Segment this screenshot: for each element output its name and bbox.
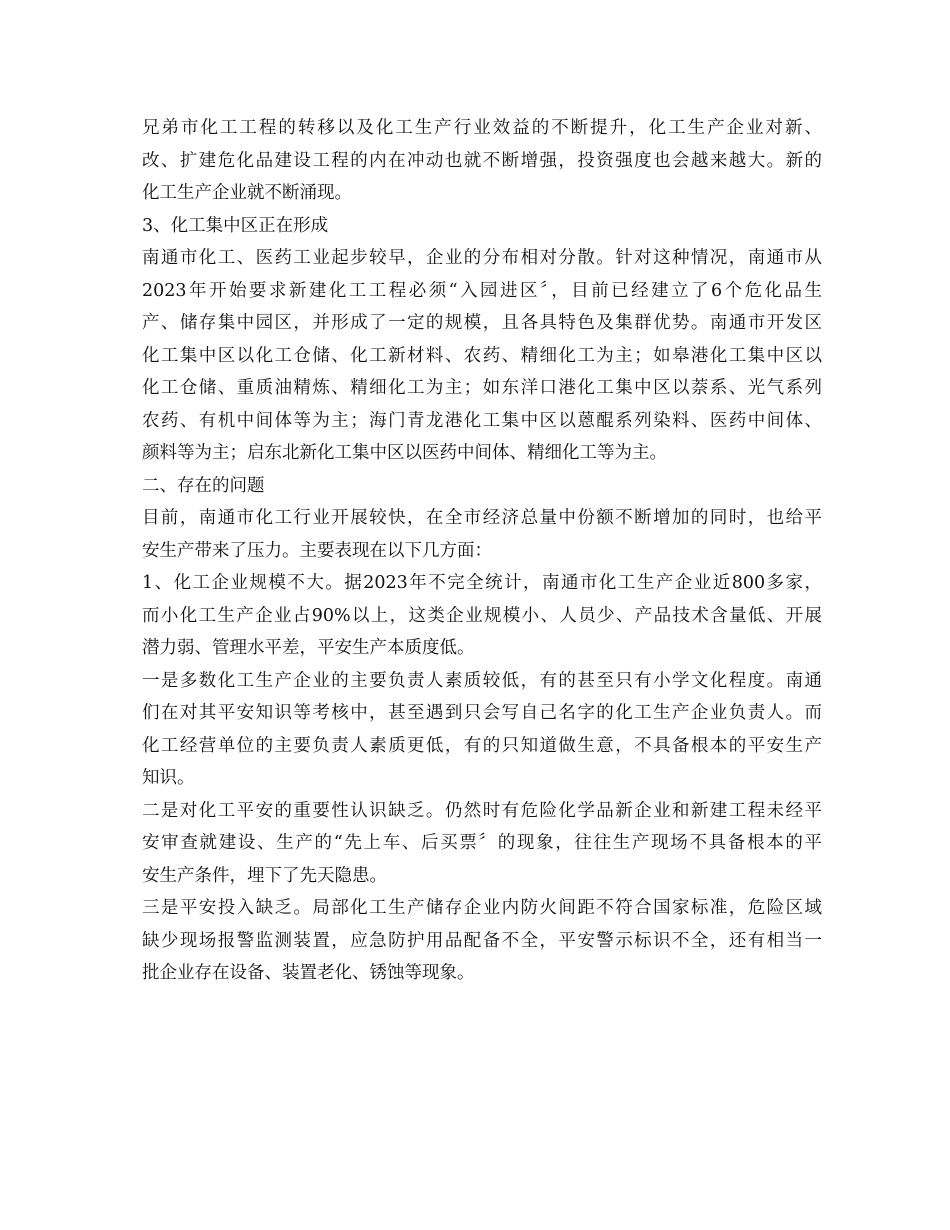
text-line: 二是对化工平安的重要性认识缺乏。仍然时有危险化学品新企业和新建工程未经平 [142, 800, 822, 821]
section-heading: 3、化工集中区正在形成 [142, 215, 329, 236]
text-line: 改、扩建危化品建设工程的内在冲动也就不断增强，投资强度也会越来越大。新的 [142, 150, 822, 171]
text-line: 安生产带来了压力。主要表现在以下几方面： [142, 540, 492, 561]
text-line: 化工仓储、重质油精炼、精细化工为主；如东洋口港化工集中区以萘系、光气系列 [142, 378, 822, 398]
text-line: 化工生产企业就不断涌现。 [142, 183, 352, 203]
text-line: 1、化工企业规模不大。据2023年不完全统计，南通市化工生产企业近800多家， [142, 573, 822, 593]
text-line: 颜料等为主；启东北新化工集中区以医药中间体、精细化工等为主。 [142, 443, 667, 463]
text-line: 三是平安投入缺乏。局部化工生产储存企业内防火间距不符合国家标准，危险区域 [142, 898, 822, 918]
text-line: 目前，南通市化工行业开展较快，在全市经济总量中份额不断增加的同时，也给平 [142, 508, 822, 528]
text-line: 南通市化工、医药工业起步较早，企业的分布相对分散。针对这种情况，南通市从 [142, 248, 822, 268]
text-line: 们在对其平安知识等考核中，甚至遇到只会写自己名字的化工生产企业负责人。而 [142, 703, 822, 723]
text-line: 安审查就建设、生产的“先上车、后买票〞的现象，往往生产现场不具备根本的平 [142, 833, 822, 853]
text-line: 农药、有机中间体等为主；海门青龙港化工集中区以蒽醌系列染料、医药中间体、 [142, 410, 822, 431]
text-line: 潜力弱、管理水平差，平安生产本质度低。 [142, 638, 475, 658]
text-line: 缺少现场报警监测装置，应急防护用品配备不全，平安警示标识不全，还有相当一 [142, 930, 822, 951]
text-line: 2023年开始要求新建化工工程必须“入园进区〞，目前已经建立了6个危化品生 [142, 280, 822, 301]
text-line: 化工集中区以化工仓储、化工新材料、农药、精细化工为主；如皋港化工集中区以 [142, 345, 822, 366]
section-heading: 二、存在的问题 [142, 475, 265, 496]
text-line: 而小化工生产企业占90%以上，这类企业规模小、人员少、产品技术含量低、开展 [142, 605, 822, 626]
text-line: 安生产条件，埋下了先天隐患。 [142, 865, 387, 886]
text-line: 兄弟市化工工程的转移以及化工生产行业效益的不断提升，化工生产企业对新、 [142, 118, 822, 138]
text-line: 批企业存在设备、装置老化、锈蚀等现象。 [142, 963, 475, 983]
text-line: 化工经营单位的主要负责人素质更低，有的只知道做生意，不具备根本的平安生产 [142, 735, 822, 756]
document-body [142, 112, 822, 990]
text-line: 知识。 [142, 768, 195, 788]
text-line: 产、储存集中园区，并形成了一定的规模，且各具特色及集群优势。南通市开发区 [142, 313, 822, 333]
text-line: 一是多数化工生产企业的主要负责人素质较低，有的甚至只有小学文化程度。南通 [142, 670, 822, 691]
